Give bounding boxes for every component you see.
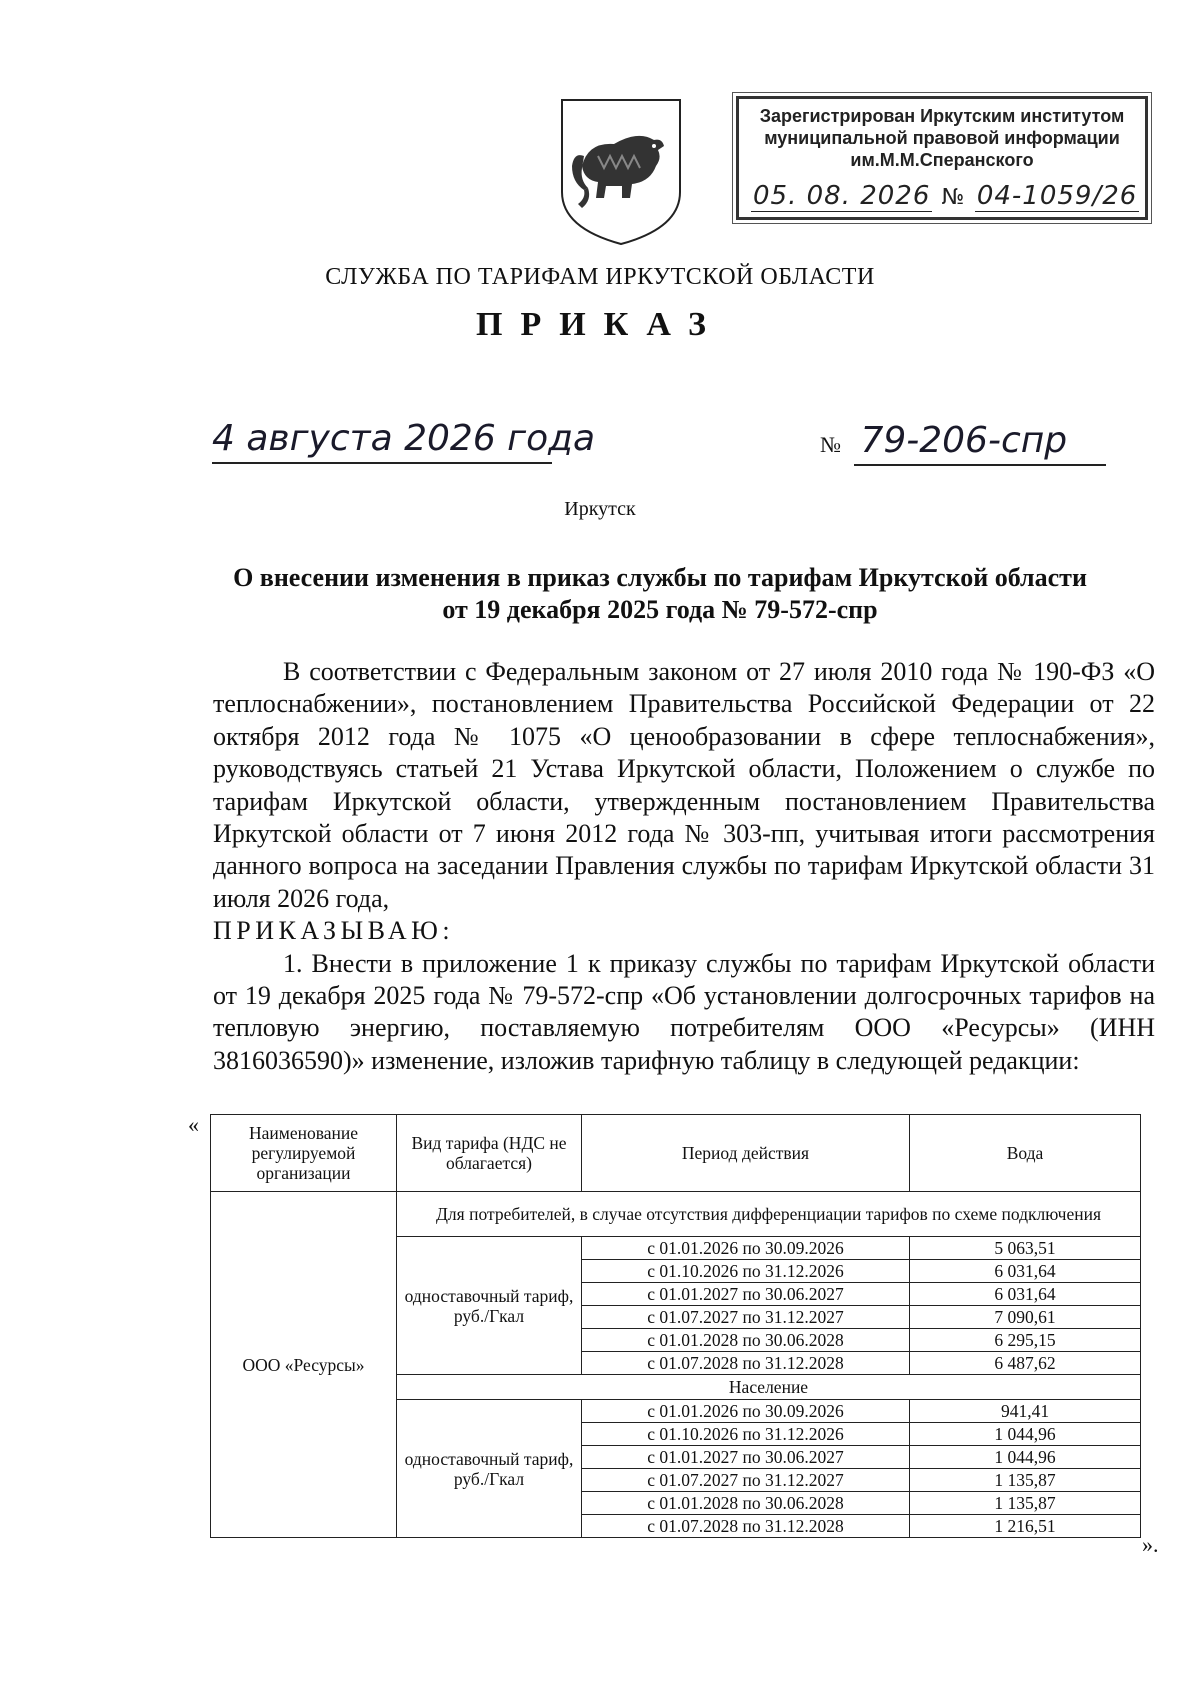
order-number-sign: № [820, 432, 841, 457]
coat-of-arms-emblem [558, 96, 684, 248]
quote-close-mark: ». [1142, 1532, 1159, 1557]
order-word: ПРИКАЗЫВАЮ: [213, 916, 455, 946]
period-cell: с 01.01.2028 по 30.06.2028 [582, 1492, 910, 1515]
document-body [213, 656, 1155, 1077]
order-date-handwritten: 4 августа 2026 года [212, 418, 596, 459]
stamp-reg-number: 04-1059/26 [976, 181, 1138, 211]
header-water: Вода [910, 1115, 1141, 1192]
value-cell: 6 031,64 [910, 1283, 1141, 1306]
number-underline [854, 464, 1106, 466]
period-cell: с 01.01.2026 по 30.09.2026 [582, 1237, 910, 1260]
value-cell: 941,41 [910, 1400, 1141, 1423]
group-1-title-row [211, 1192, 1141, 1237]
group-2-title: Население [397, 1375, 1141, 1400]
period-cell: с 01.10.2026 по 31.12.2026 [582, 1423, 910, 1446]
period-cell: с 01.07.2028 по 31.12.2028 [582, 1352, 910, 1375]
header-tariff-type: Вид тарифа (НДС не облагается) [397, 1115, 582, 1192]
value-cell: 1 044,96 [910, 1423, 1141, 1446]
period-cell: с 01.01.2028 по 30.06.2028 [582, 1329, 910, 1352]
stamp-registration-row [751, 181, 1138, 211]
stamp-line-3: им.М.М.Сперанского [850, 150, 1034, 170]
quote-open-mark: « [188, 1112, 199, 1137]
stamp-line-2: муниципальной правовой информации [764, 128, 1120, 148]
title-line-2: от 19 декабря 2025 года № 79-572-спр [442, 595, 878, 624]
value-cell: 1 044,96 [910, 1446, 1141, 1469]
order-number-handwritten: 79-206-спр [860, 420, 1068, 461]
tariff-table [210, 1114, 1141, 1538]
value-cell: 7 090,61 [910, 1306, 1141, 1329]
stamp-reg-no-sign: № [941, 185, 966, 210]
value-cell: 1 216,51 [910, 1515, 1141, 1538]
period-cell: с 01.01.2027 по 30.06.2027 [582, 1283, 910, 1306]
period-cell: с 01.01.2026 по 30.09.2026 [582, 1400, 910, 1423]
period-cell: с 01.10.2026 по 31.12.2026 [582, 1260, 910, 1283]
value-cell: 6 031,64 [910, 1260, 1141, 1283]
period-cell: с 01.01.2027 по 30.06.2027 [582, 1446, 910, 1469]
table-header-row [211, 1115, 1141, 1192]
value-cell: 1 135,87 [910, 1492, 1141, 1515]
stamp-line-1: Зарегистрирован Иркутским институтом [759, 106, 1125, 126]
group-2-tariff-type: одноставочный тариф, руб./Гкал [397, 1400, 582, 1538]
period-cell: с 01.07.2028 по 31.12.2028 [582, 1515, 910, 1538]
agency-name: СЛУЖБА ПО ТАРИФАМ ИРКУТСКОЙ ОБЛАСТИ [325, 264, 875, 290]
period-cell: с 01.07.2027 по 31.12.2027 [582, 1469, 910, 1492]
group-1-tariff-type: одноставочный тариф, руб./Гкал [397, 1237, 582, 1375]
title-line-1: О внесении изменения в приказ службы по тарифам Иркутской области [233, 563, 1087, 592]
value-cell: 5 063,51 [910, 1237, 1141, 1260]
item-1-paragraph: 1. Внести в приложение 1 к приказу службы по тарифам Иркутской области от 19 декабря 2025 года № 79-572-спр «Об установлении долгосрочных тарифов на тепловую энергию, поставляемую потребителям ООО «Ресурсы» (ИНН 3816036590)» изменение, изложив тарифную таблицу в следующей редакции: [213, 948, 1155, 1075]
header-period: Период действия [582, 1115, 910, 1192]
organization-cell: ООО «Ресурсы» [211, 1192, 397, 1538]
registration-stamp [736, 96, 1148, 220]
preamble-paragraph: В соответствии с Федеральным законом от 27 июля 2010 года № 190-ФЗ «О теплоснабжении», постановлением Правительства Российской Федерации от 22 октября 2012 года № 1075 «О ценообразовании в сфере теплоснабжения», руководствуясь статьей 21 Устава Иркутской области, Положением о службе по тарифам Иркутской области, утвержденным постановлением Правительства Иркутской области от 7 июня 2012 года № 303-пп, учитывая итоги рассмотрения данного вопроса на заседании Правления службы по тарифам Иркутской области 31 июля 2026 года, [213, 657, 1155, 913]
period-cell: с 01.07.2027 по 31.12.2027 [582, 1306, 910, 1329]
value-cell: 1 135,87 [910, 1469, 1141, 1492]
value-cell: 6 295,15 [910, 1329, 1141, 1352]
group-1-title: Для потребителей, в случае отсутствия дифференциации тарифов по схеме подключения [397, 1192, 1141, 1237]
stamp-reg-date: 05. 08. 2026 [753, 181, 931, 211]
order-number [820, 420, 1067, 461]
city-name: Иркутск [564, 498, 636, 520]
order-date [212, 418, 595, 459]
document-title [160, 562, 1160, 626]
header-org: Наименование регулируемой организации [211, 1115, 397, 1192]
document-type: ПРИКАЗ [476, 306, 724, 343]
date-underline [212, 462, 552, 464]
value-cell: 6 487,62 [910, 1352, 1141, 1375]
